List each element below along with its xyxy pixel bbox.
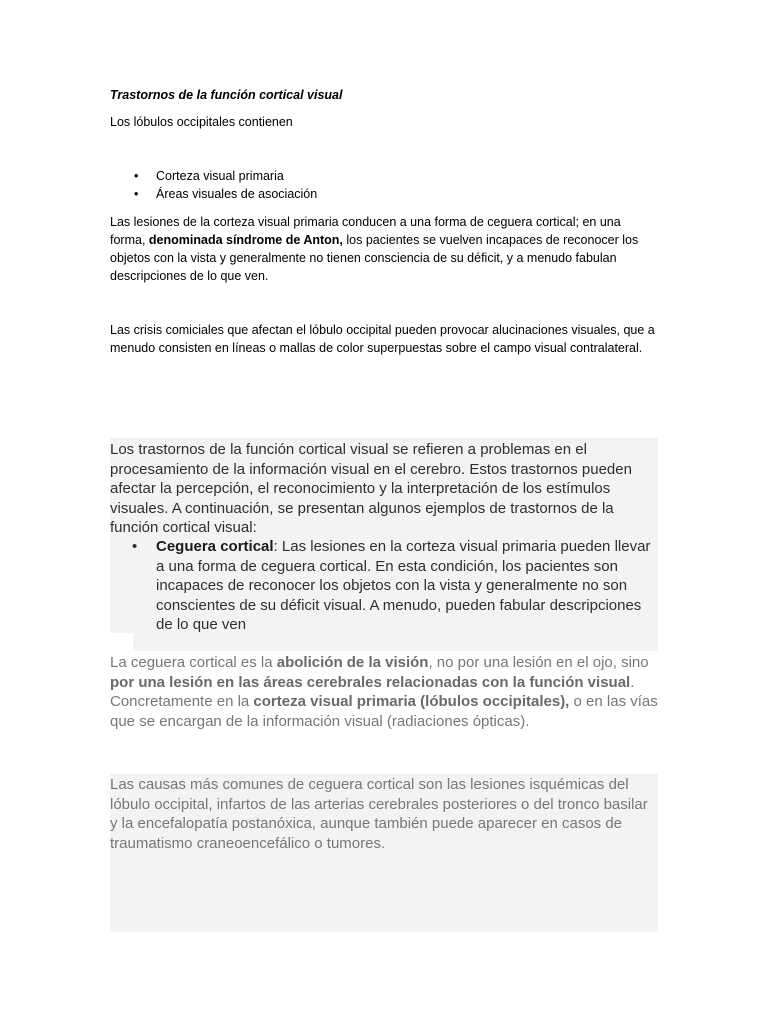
definition-text-2: , no por una lesión en el ojo, sino bbox=[428, 654, 649, 671]
definition-bold-3: corteza visual primaria (lóbulos occipitales), bbox=[253, 693, 570, 710]
anton-paragraph bbox=[110, 213, 658, 285]
disorders-intro-paragraph: Los trastornos de la función cortical visual se refieren a problemas en el procesamiento de la información visual en el cerebro. Estos trastornos pueden afectar la percepción, el reconocimiento y la interpretación de los estímulos visuales. A continuación, se presentan algunos ejemplos de trastornos de la función cortical visual: bbox=[110, 441, 632, 536]
list-item bbox=[110, 167, 658, 185]
bullet-icon: • bbox=[132, 538, 138, 555]
definition-bold-1: abolición de la visión bbox=[276, 654, 429, 671]
definition-text-3: . Concretamente en la bbox=[110, 673, 635, 710]
lobes-list bbox=[110, 167, 658, 203]
disorders-list bbox=[110, 537, 658, 635]
disorder-description: : Las lesiones en la corteza visual primaria pueden llevar a una forma de ceguera cortical. En esta condición, los pacientes son incapaces de reconocer los objetos con la vista y generalmente no son conscientes de su déficit visual. A menudo, pueden fabular descripciones de lo que ven bbox=[156, 538, 651, 633]
anton-text-2: los pacientes se vuelven incapaces de reconocer los objetos con la vista y generalmente no tienen consciencia de su déficit, y a menudo fabulan descripciones de lo que ven. bbox=[110, 233, 639, 283]
intro-line: Los lóbulos occipitales contienen bbox=[110, 115, 293, 129]
disorder-term: Ceguera cortical bbox=[156, 538, 274, 555]
bullet-icon: • bbox=[134, 169, 139, 183]
definition-text-1: La ceguera cortical es la bbox=[110, 654, 277, 671]
definition-text-4: o en las vías que se encargan de la información visual (radiaciones ópticas). bbox=[110, 693, 658, 730]
document-title: Trastornos de la función cortical visual bbox=[110, 88, 343, 102]
definition-paragraph bbox=[110, 653, 658, 731]
definition-bold-2: por una lesión en las áreas cerebrales relacionadas con la función visual bbox=[110, 673, 631, 691]
bullet-icon: • bbox=[134, 187, 139, 201]
highlight-box-tail bbox=[133, 633, 658, 651]
list-item-text: Corteza visual primaria bbox=[156, 169, 284, 183]
causes-paragraph: Las causas más comunes de ceguera cortical son las lesiones isquémicas del lóbulo occipital, infartos de las arterias cerebrales posteriores o del tronco basilar y la encefalopatía postanóxica, aunque también puede aparecer en casos de traumatismo craneoencefálico o tumores. bbox=[110, 776, 648, 852]
anton-text-1: Las lesiones de la corteza visual primaria conducen a una forma de ceguera cortical; en una forma, bbox=[110, 215, 621, 247]
list-item bbox=[110, 185, 658, 203]
anton-bold: denominada síndrome de Anton, bbox=[148, 233, 343, 247]
list-item bbox=[110, 537, 658, 635]
list-item-text: Áreas visuales de asociación bbox=[156, 187, 318, 201]
seizure-paragraph: Las crisis comiciales que afectan el lóbulo occipital pueden provocar alucinaciones visuales, que a menudo consisten en líneas o mallas de color superpuestas sobre el campo visual contralateral. bbox=[110, 323, 655, 355]
